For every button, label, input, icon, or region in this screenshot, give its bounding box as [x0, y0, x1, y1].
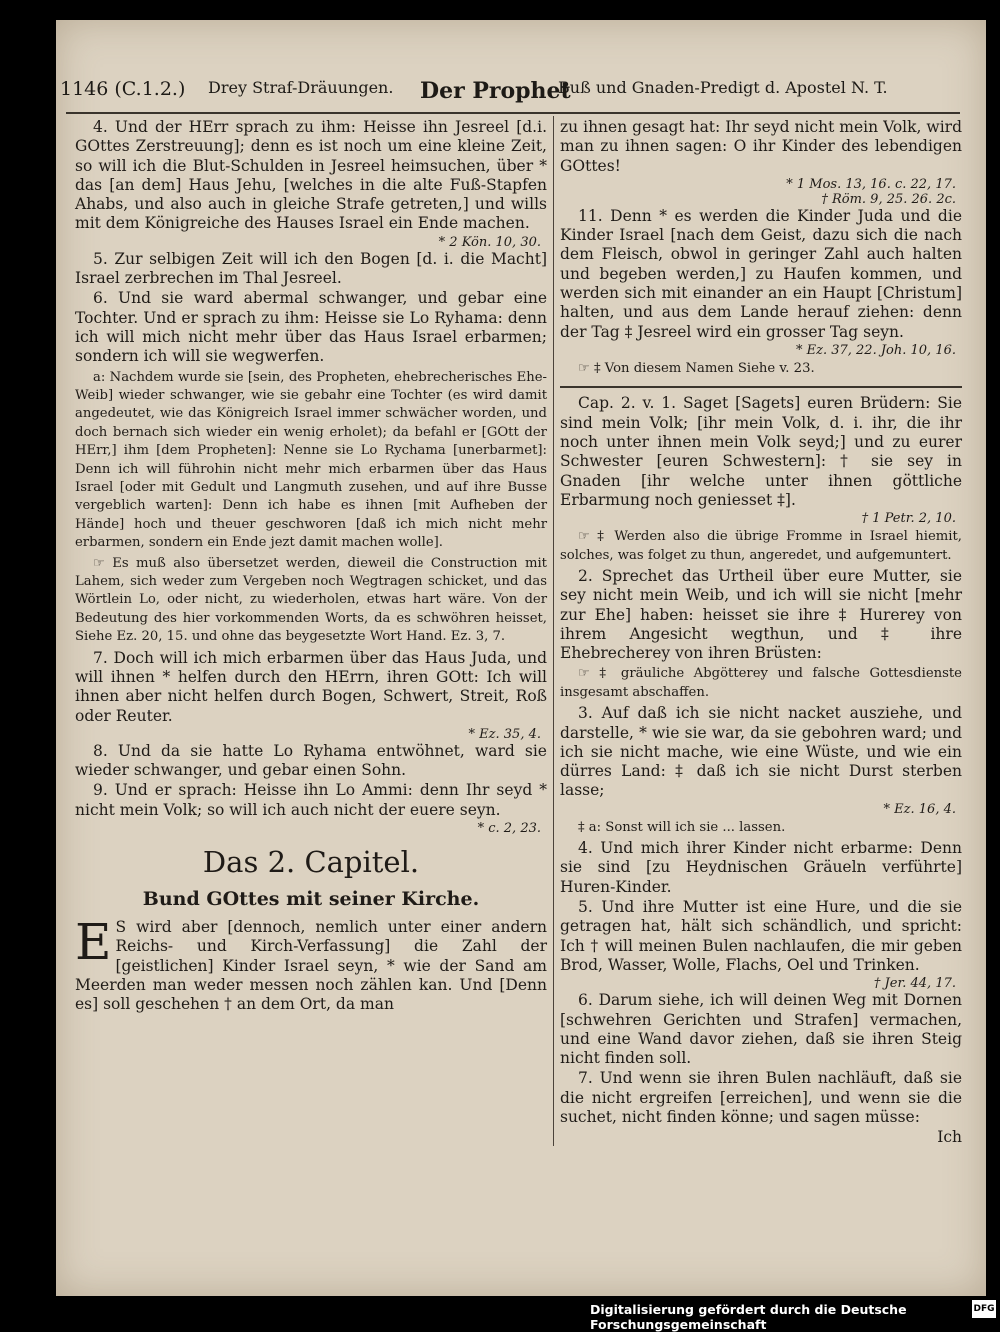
chapter-2-verse-3-reference: * Ez. 16, 4. — [883, 801, 956, 817]
verse-6: 6. Und sie ward abermal schwanger, und gebar eine Tochter. Und er sprach zu ihm: Heisse sie Lo Ryhama: denn ich will mich nicht mehr über das Haus Israel erbarmen; sondern ich will sie wegwerfen. — [75, 289, 547, 366]
verse-11-note: ☞ ‡ Von diesem Namen Siehe v. 23. — [578, 360, 815, 376]
running-header — [60, 72, 950, 108]
dfg-logo: DFG — [972, 1300, 996, 1318]
verse-11-reference: * Ez. 37, 22. Joh. 10, 16. — [795, 342, 956, 358]
verse-10-reference-1: * 1 Mos. 13, 16. c. 22, 17. — [786, 176, 956, 192]
verse-5: 5. Zur selbigen Zeit will ich den Bogen [d. i. die Macht] Israel zerbrechen im Thal Jesreel. — [75, 249, 547, 288]
chapter-2-verse-5: 5. Und ihre Mutter ist eine Hure, und die sie getragen hat, hält sich schändlich, und spricht: Ich † will meinen Bulen nachlaufen, die mir geben Brod, Wasser, Wolle, Flachs, Oel und Trinken. — [560, 898, 962, 974]
chapter-subtitle: Bund GOttes mit seiner Kirche. — [142, 888, 480, 911]
chapter-2-verse-1-note: ☞ ‡ Werden also die übrige Fromme in Israel hiemit, solches, was folget zu thun, angeredet, und aufgemuntert. — [560, 529, 962, 563]
verse-6-commentary: a: Nachdem wurde sie [sein, des Propheten, ehebrecherisches Ehe-Weib] wieder schwanger, wie sie gebahr eine Tochter (es wird damit angedeutet, wie das Königreich Israel immer schwächer worden, und doch bernach sich wieder ein wenig erholet); da befahl er [GOtt der HErr,] ihm [dem Propheten]: Nenne sie Lo Rychama [unerbarmet]: Denn ich will führohin nicht mehr mich erbarmen über das Haus Israel [oder mit Gedult und Langmuth zusehen, und auf ihre Busse vergeblich warten]: Denn ich habe es ihnen [mit Aufheben der Hände] hoch und theuer geschworen [daß ich mich nicht mehr erbarmen, sondern ein Ende jezt damit machen wolle]. — [75, 369, 547, 551]
chapter-divider-rule — [560, 386, 962, 388]
verse-8: 8. Und da sie hatte Lo Ryhama entwöhnet, ward sie wieder schwanger, und gebar einen Sohn. — [75, 741, 547, 780]
chapter-intro — [75, 913, 547, 1014]
digitization-credit: Digitalisierung gefördert durch die Deutsche Forschungsgemeinschaft — [590, 1302, 907, 1332]
chapter-2-verse-7: 7. Und wenn sie ihren Bulen nachläuft, daß sie die nicht ergreifen [erreichen], und wenn sie die suchet, nicht finden könne; und sagen müsse: — [560, 1069, 962, 1127]
verse-10-continuation: zu ihnen gesagt hat: Ihr seyd nicht mein Volk, wird man zu ihnen sagen: O ihr Kinder des lebendigen GOttes! — [560, 118, 962, 175]
catchword: Ich — [937, 1128, 962, 1147]
header-rule — [66, 112, 960, 114]
verse-6-hand-note: ☞ Es muß also übersetzet werden, dieweil die Construction mit Lahem, sich weder zum Vergeben noch Wegtragen schicket, und das Wörtlein Lo, oder nicht, zu wiederholen, etwas hart wäre. Von der Bedeutung des hier vorkommenden Worts, da es schwöhren heisset, Siehe Ez. 20, 15. und ohne das beygesetzte Wort Hand. Ez. 3, 7. — [75, 555, 547, 645]
chapter-2-verse-6: 6. Darum siehe, ich will deinen Weg mit Dornen [schwehren Gerichten und Strafen] vermachen, und eine Wand davor ziehen, daß sie ihren Steig nicht finden soll. — [560, 991, 962, 1068]
left-column — [75, 118, 547, 1016]
drop-cap-initial: E — [75, 913, 112, 972]
header-center-title: Der Prophet — [420, 78, 571, 104]
chapter-2-verse-2: 2. Sprechet das Urtheil über eure Mutter, sie sey nicht mein Weib, und ich will sie nicht [mehr zur Ehe] haben: heisset sie ihre ‡ Hurerey von ihrem Angesicht wegthun, und ‡ ihre Ehebrecherey von ihren Brüsten: — [560, 566, 962, 663]
header-right-title: Buß und Gnaden-Predigt d. Apostel N. T. — [558, 78, 888, 97]
chapter-2-verse-2-note: ☞ ‡ gräuliche Abgötterey und falsche Gottesdienste insgesamt abschaffen. — [560, 666, 962, 700]
chapter-2-verse-5-reference: † Jer. 44, 17. — [873, 976, 956, 992]
column-divider — [553, 116, 554, 1146]
verse-4: 4. Und der HErr sprach zu ihm: Heisse ihn Jesreel [d.i. GOttes Zerstreuung]; denn es ist noch um eine kleine Zeit, so will ich die Blut-Schulden in Jesreel heimsuchen, über * das [an dem] Haus Jehu, [welches in die alte Fuß-Stapfen Ahabs, und also auch in gleiche Strafe getreten,] und wills mit dem Königreiche des Hauses Israel ein Ende machen. — [75, 118, 547, 233]
verse-4-reference: * 2 Kön. 10, 30. — [438, 234, 541, 250]
header-left-title: Drey Straf-Dräuungen. — [208, 78, 394, 97]
verse-7-reference: * Ez. 35, 4. — [468, 726, 541, 742]
chapter-2-verse-1-reference: † 1 Petr. 2, 10. — [861, 511, 956, 527]
verse-11: 11. Denn * es werden die Kinder Juda und die Kinder Israel [nach dem Geist, dazu sich die nach dem Fleisch, obwol in geringer Zahl auch halten und begeben werden,] zu Haufen kommen, und werden sich mit einander an ein Haupt [Christum] halten, und aus dem Lande herauf ziehen: denn der Tag ‡ Jesreel wird ein grosser Tag seyn. — [560, 206, 962, 341]
chapter-2-verse-3-note: ‡ a: Sonst will ich sie ... lassen. — [578, 819, 786, 835]
verse-10-reference-2: † Röm. 9, 25. 26. 2c. — [821, 191, 956, 207]
verse-9: 9. Und er sprach: Heisse ihn Lo Ammi: denn Ihr seyd * nicht mein Volk; so will ich auch nicht der euere seyn. — [75, 781, 547, 819]
chapter-title: Das 2. Capitel. — [202, 845, 420, 880]
verse-7: 7. Doch will ich mich erbarmen über das Haus Juda, und will ihnen * helfen durch den HErrn, ihren GOtt: Ich will ihnen aber nicht helfen durch Bogen, Schwert, Streit, Roß oder Reuter. — [75, 648, 547, 725]
chapter-2-verse-1: Cap. 2. v. 1. Saget [Sagets] euren Brüdern: Sie sind mein Volk; [ihr mein Volk, d. i. ihr, die ihr noch unter ihnen mein Volk seyd;] und zu eurer Schwester [euren Schwestern]: † sie sey in Gnaden [ihr welche unter ihnen göttliche Erbarmung noch geniesset ‡]. — [560, 394, 962, 509]
chapter-2-verse-4: 4. Und mich ihrer Kinder nicht erbarme: Denn sie sind [zu Heydnischen Gräueln verführte] Huren-Kinder. — [560, 839, 962, 896]
right-column — [560, 118, 962, 1148]
page-reference: 1146 (C.1.2.) — [60, 78, 186, 100]
chapter-2-verse-3: 3. Auf daß ich sie nicht nacket ausziehe, und darstelle, * wie sie war, da sie gebohren ward; und ich sie nicht mache, wie eine Wüste, und wie ein dürres Land: ‡ daß ich sie nicht Durst sterben lasse; — [560, 704, 962, 800]
verse-9-reference: * c. 2, 23. — [477, 821, 541, 837]
chapter-intro-text: S wird aber [dennoch, nemlich unter einer andern Reichs- und Kirch-Verfassung] die Zahl der [geistlichen] Kinder Israel seyn, * wie der Sand am Meerden man weder messen noch zählen kan. Und [Denn es] soll geschehen † an dem Ort, da man — [75, 918, 547, 1014]
